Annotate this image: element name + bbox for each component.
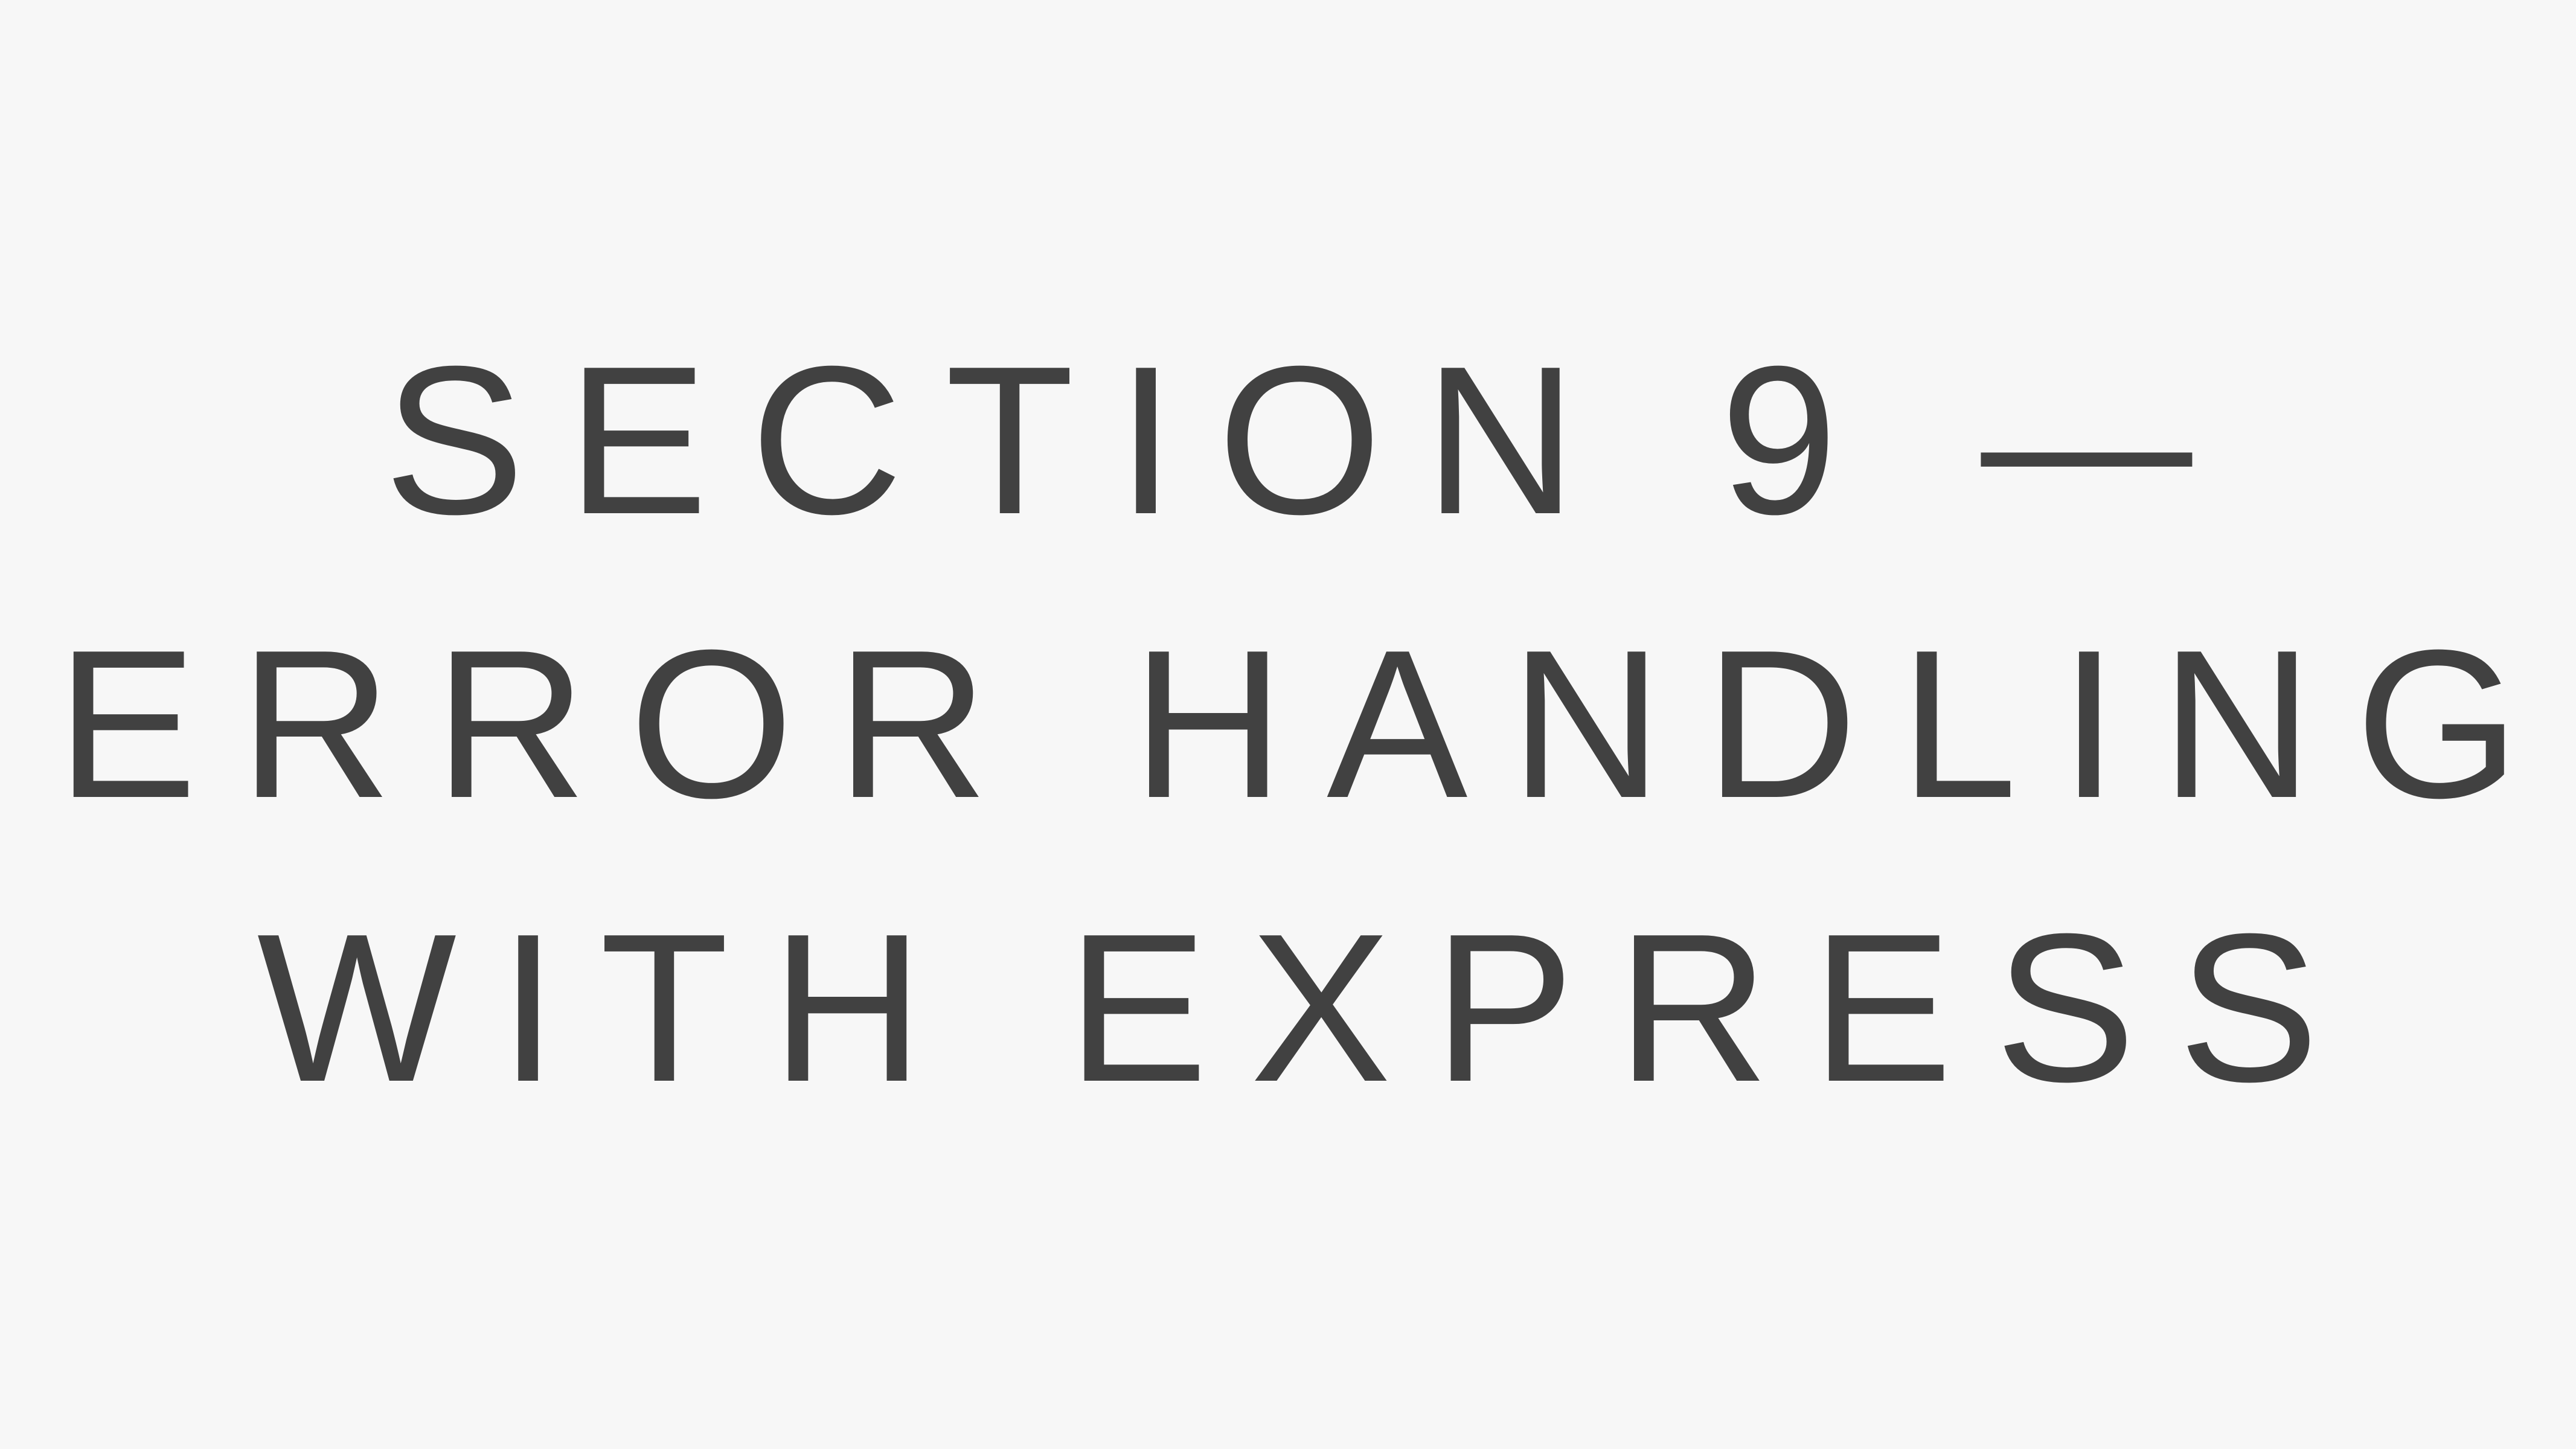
section-title-line-3: WITH EXPRESS [257, 890, 2362, 1126]
section-title-line-2: ERROR HANDLING [56, 606, 2562, 842]
section-title [14, 299, 2562, 1150]
section-title-line-1: SECTION 9 — [383, 322, 2235, 558]
